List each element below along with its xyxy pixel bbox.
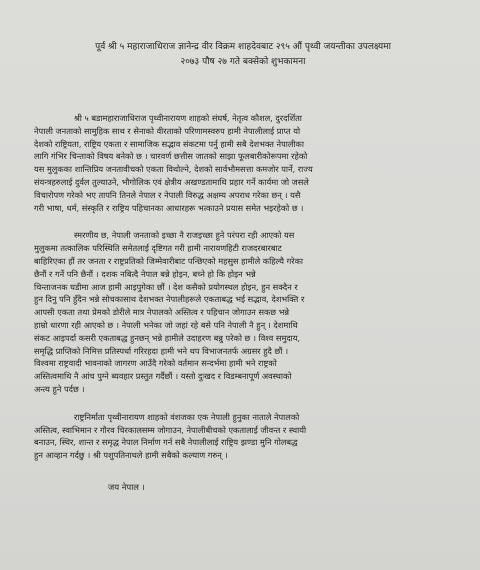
paragraph-line: देशको राष्ट्रियता, राष्ट्रिय एकता र सामाजिक सद्भाव संकटमा पर्नु हामी सबै देशभक्त नेपालीका xyxy=(34,138,304,149)
paragraph-line: समृद्धि प्राप्तिको निमित्त प्रतिस्पर्धा गरिरहदा हामी भने थप विभाजनतर्फ अग्रसर हुदै छौं । xyxy=(34,345,289,356)
paragraph-line: अन्त्य हुने पर्दछ । xyxy=(34,383,85,394)
closing-line: जय नेपाल । xyxy=(108,481,145,492)
paragraph-line: आपसी एकता तथा प्रेमको डोरीले मात्र नेपालको अस्तित्व र पहिचान जोगाउन सकछ भन्ने xyxy=(34,307,290,318)
paragraph-line: संकट आइपर्दा कसरी एकताबद्ध हुनछन् भन्ने हामीले उदाहरण बन्नु परेको छ । विश्व समुदाय, xyxy=(34,332,301,343)
paragraph-line: यस मुलुकका शान्तिप्रिय जनतावीचको एकता विथोल्ने, देशको सार्वभौमसत्ता कमजोर पार्ने, राज्य xyxy=(34,164,313,175)
paragraph-1 xyxy=(34,112,452,214)
paragraph-line: हाम्रो धारणा रही आएको छ । नेपाली भनेका जो जहां रहे बसे पनि नेपाली नै हुन् । देशमाथि xyxy=(34,319,298,330)
paragraph-line: श्री ५ बडामहाराजाधिराज पृथ्वीनारायण शाहको संघर्ष, नेतृत्व कौशल, दुरदर्शिता xyxy=(74,113,302,123)
paragraph-line: विचारोपण गरेको भए तापनि तिनले नेपाल र नेपाली विरुद्ध अक्षम्य अपराध गरेका छन् । यसै xyxy=(34,189,301,200)
paragraph-line: हुन आव्हान गर्दछु । श्री पशुपतिनाथले हामी सबैको कल्याण गरुन् । xyxy=(34,450,228,461)
paragraph-line: नेपाली जनताको सामुहिक साथ र सेनाको वीरताको परिणामस्वरुप हामी नेपालीलाई प्राप्त यो xyxy=(34,125,301,136)
paragraph-line: छैनौं र गर्ने पनि छैनौं । दशक नबित्दै नेपाल बन्ने होइन, बच्ने हो कि होइन भन्ने xyxy=(34,268,256,279)
paragraph-line: हुन दिनु पनि हुँदैन भन्ने सोचकासाथ देशभक्त नेपालीहरूले एकताबद्ध भई सद्भाव, देशभक्ति र xyxy=(34,294,305,305)
paragraph-line: चिन्ताजनक घडीमा आज हामी आइपुगेका छौं । देश कसैको प्रयोगस्थल होइन, हुन सक्दैन र xyxy=(34,281,298,292)
document-title xyxy=(34,40,452,70)
paragraph-line: संयन्त्रहरुलाई दुर्वल तुल्याउने, भौगोलिक एवं क्षेत्रीय अखण्डतामाथि प्रहार गर्ने कार्यमा जो जसले xyxy=(34,176,309,187)
paragraph-line: अस्तित्व, स्वाभिमान र गौरव चिरकालसम्म जोगाउन, नेपालीबीचको एकतालाई जीवन्त र स्थायी xyxy=(34,424,307,435)
paragraph-line: बाहिरिएका हौं तर जनता र राष्ट्रप्रतिको जिम्मेवारीबाट पन्छिएको महसुस हामीले कहिल्यै गरेका xyxy=(34,255,303,266)
paragraph-line: अस्तित्वमाथि नै आंच पुग्ने ब्यवहार प्रस्तुत गर्दैछौं । यस्तो दुःखद र विडम्बनापूर्ण अवस्थाको xyxy=(34,371,292,382)
paragraph-line: लागि गंभिर चिन्ताको विषय बनेको छ । चारवर्ण छत्तीस जातको साझा फूलबारीकोरूपमा रहेको xyxy=(34,151,308,162)
title-line-1: पूर्व श्री ५ महाराजाधिराज ज्ञानेन्द्र वीर विक्रम शाहदेवबाट २९५ औं पृथ्वी जयन्तीका उपलक्ष्यमा xyxy=(95,42,391,52)
paragraph-line: विश्वमा राष्ट्रवादी भावनाको जागरण आउँदै गरेको वर्तमान सन्दर्भमा हामी भने राष्ट्रको xyxy=(34,358,277,369)
paragraph-line: स्मरणीय छ, नेपाली जनताको इच्छा नै राजइच्छा हुने परंपरा रही आएको यस xyxy=(74,230,295,241)
paragraph-line: बनाउन, स्थिर, शान्त र समृद्ध नेपाल निर्माण गर्न सबै नेपालीलाई राष्ट्रिय झण्डा मुनि गोलबद्ध xyxy=(34,437,298,448)
title-line-2: २०७३ पौष २७ गते बक्सेको शुभकामना xyxy=(180,57,306,67)
paragraph-3 xyxy=(34,411,452,462)
paragraph-line: राष्ट्रनिर्माता पृथ्वीनारायण शाहको वंशजका एक नेपाली हुनुका नाताले नेपालको xyxy=(74,411,300,422)
paragraph-2 xyxy=(34,229,452,395)
paragraph-line: गरी भाषा, धर्म, संस्कृति र राष्ट्रिय पहिचानका आधारहरू भत्काउने प्रयास समेत भइरहेको छ । xyxy=(34,202,304,213)
paragraph-line: मुलुकमा तत्कालिक परिस्थिति समेतलाई दृष्टिगत गरी हामी नारायणहिटी राजदरबारबाट xyxy=(34,243,282,254)
